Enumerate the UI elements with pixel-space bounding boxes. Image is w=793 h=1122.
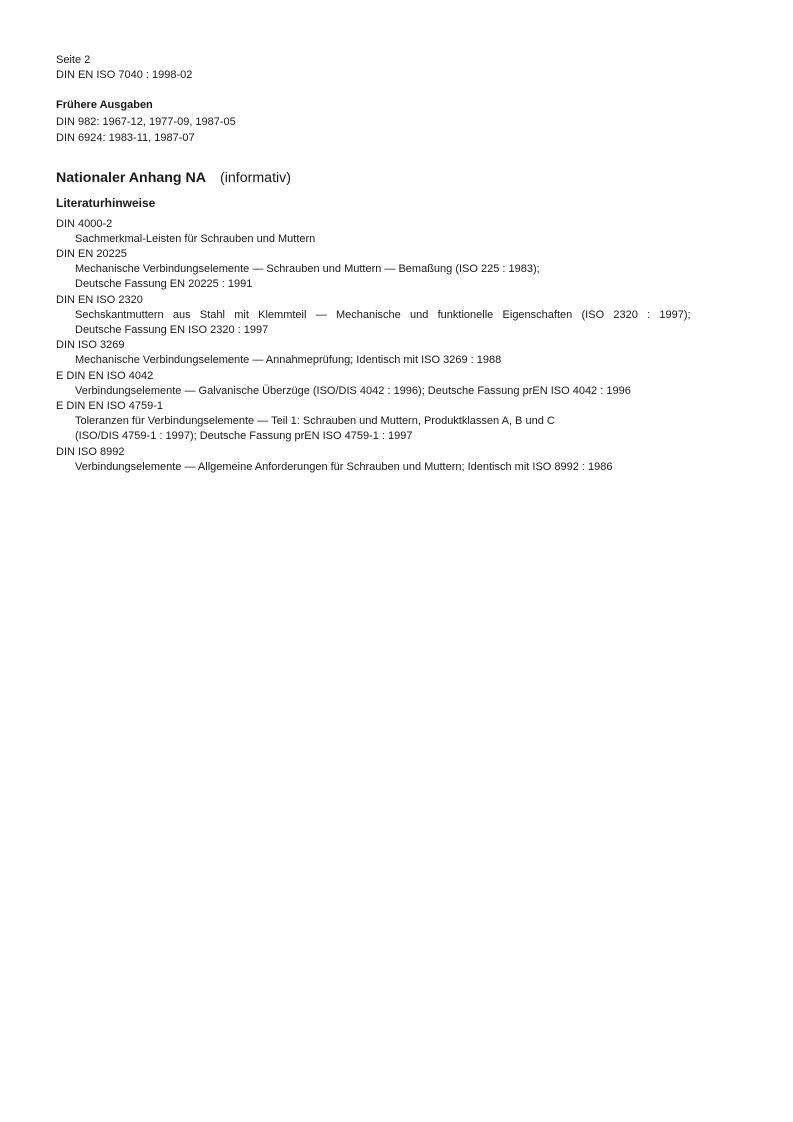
reference-id: E DIN EN ISO 4759-1: [56, 399, 163, 412]
reference-description: Deutsche Fassung EN ISO 2320 : 1997: [75, 323, 269, 336]
reference-description: Mechanische Verbindungselemente — Annahmeprüfung; Identisch mit ISO 3269 : 1988: [75, 354, 502, 367]
reference-description: Verbindungselemente — Galvanische Überzüge (ISO/DIS 4042 : 1996); Deutsche Fassung prEN ISO 4042 : 1996: [75, 384, 631, 397]
literature-heading: Literaturhinweise: [56, 195, 156, 210]
reference-entry: [56, 369, 706, 399]
reference-entry: [56, 338, 706, 368]
earlier-editions-heading: Frühere Ausgaben: [56, 99, 153, 111]
reference-id: DIN ISO 3269: [56, 339, 125, 352]
reference-entry: [56, 293, 706, 339]
reference-description: Toleranzen für Verbindungselemente — Teil 1: Schrauben und Muttern, Produktklassen A, B und C: [75, 415, 555, 428]
reference-id: DIN 4000-2: [56, 217, 113, 230]
national-annex-title-text: Nationaler Anhang NA: [56, 169, 207, 186]
reference-list: [56, 217, 706, 475]
reference-description: Verbindungselemente — Allgemeine Anforderungen für Schrauben und Muttern; Identisch mit ISO 8992 : 1986: [75, 460, 613, 473]
earlier-edition-line: DIN 6924: 1983-11, 1987-07: [56, 132, 195, 144]
reference-id: DIN EN ISO 2320: [56, 293, 143, 306]
reference-id: DIN EN 20225: [56, 247, 127, 260]
reference-entry: [56, 445, 706, 475]
earlier-edition-line: DIN 982: 1967-12, 1977-09, 1987-05: [56, 115, 236, 128]
reference-description: Sachmerkmal-Leisten für Schrauben und Muttern: [75, 232, 316, 245]
reference-description: Sechskantmuttern aus Stahl mit Klemmteil — Mechanische und funktionelle Eigenschaften (ISO 2320 : 1997);: [75, 308, 691, 321]
page-number: Seite 2: [56, 54, 91, 66]
national-annex-title: [56, 169, 706, 187]
national-annex-qualifier: (informativ): [220, 169, 291, 186]
reference-id: E DIN EN ISO 4042: [56, 369, 154, 382]
reference-id: DIN ISO 8992: [56, 445, 125, 458]
reference-description: Mechanische Verbindungselemente — Schrauben und Muttern — Bemaßung (ISO 225 : 1983);: [75, 263, 540, 276]
document-id: DIN EN ISO 7040 : 1998-02: [56, 68, 193, 81]
reference-description: (ISO/DIS 4759-1 : 1997); Deutsche Fassung prEN ISO 4759-1 : 1997: [75, 430, 413, 443]
reference-description: Deutsche Fassung EN 20225 : 1991: [75, 278, 253, 291]
reference-entry: [56, 247, 706, 293]
reference-entry: [56, 217, 706, 247]
reference-entry: [56, 399, 706, 445]
document-page: [56, 53, 706, 475]
